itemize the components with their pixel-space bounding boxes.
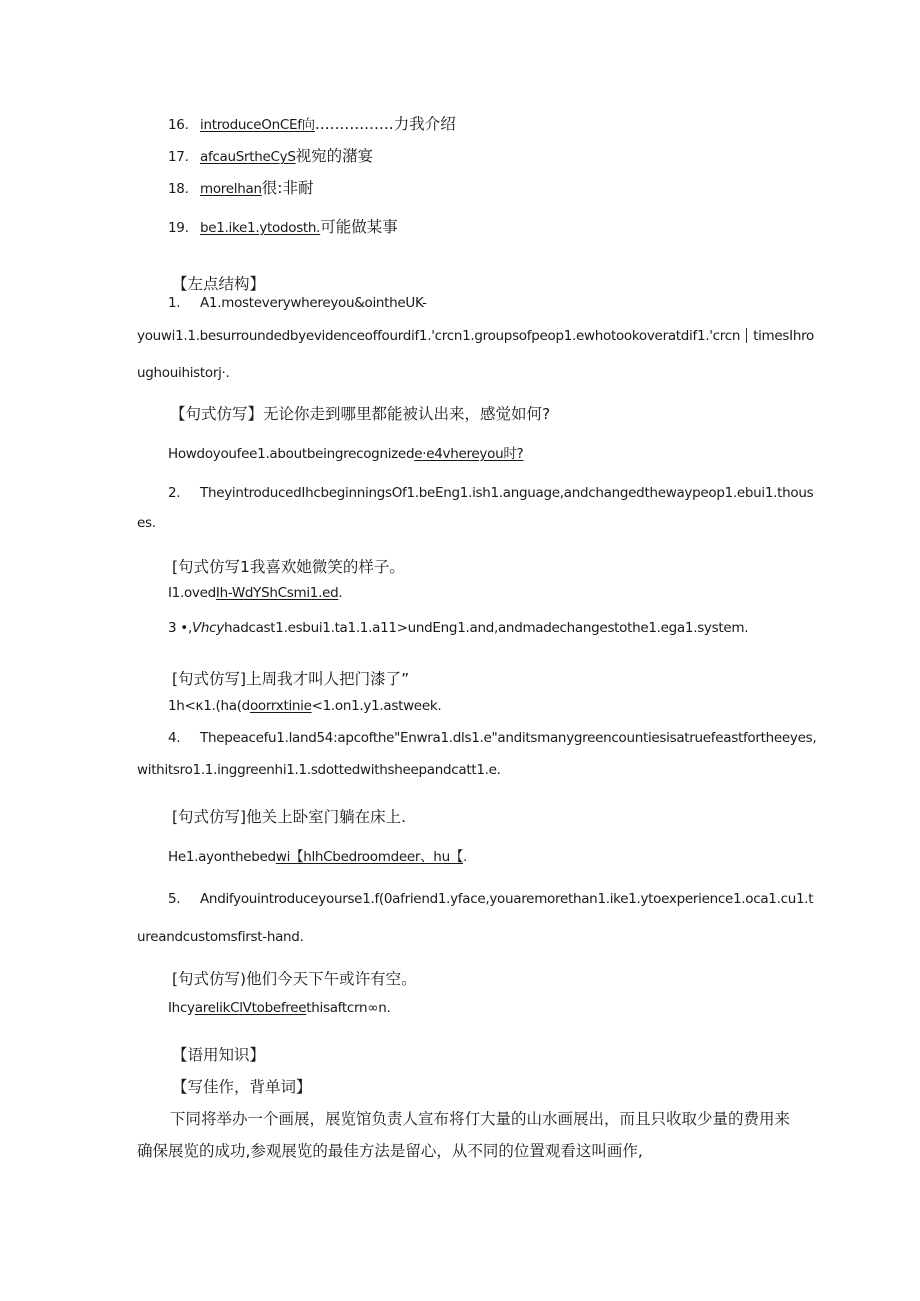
sentence-1-line-2 bbox=[137, 328, 814, 344]
sentence-number: 5. bbox=[168, 891, 181, 907]
answer-text: . bbox=[338, 585, 343, 601]
vocab-item-17 bbox=[168, 144, 373, 166]
vocab-number: 18. bbox=[168, 181, 189, 197]
imitation-prompt-1: 【句式仿写】无论你走到哪里都能被认出来，感觉如何? bbox=[170, 405, 551, 423]
answer-text: He1.ayonthebed bbox=[168, 849, 276, 865]
vocab-meaning: ................力我介绍 bbox=[314, 115, 456, 133]
vocab-meaning: 可能做某事 bbox=[320, 218, 398, 236]
vocab-item-19 bbox=[168, 215, 398, 237]
sentence-text: , bbox=[187, 620, 192, 636]
sentence-5-line-2: ureandcustomsfirst-hand. bbox=[137, 929, 304, 945]
answer-blank: wi【hlhCbedroomdeer、hu【 bbox=[275, 849, 464, 865]
sentence-number: 1. bbox=[168, 295, 181, 311]
sentence-2-line-2: es. bbox=[137, 515, 156, 531]
vocab-number: 17. bbox=[168, 149, 189, 165]
imitation-prompt-4: [句式仿写]他关上卧室门躺在床上. bbox=[172, 808, 407, 826]
answer-text: I1.oved bbox=[168, 585, 216, 601]
answer-blank: oorrxtinie bbox=[249, 698, 312, 714]
answer-text: thisaftcrn∞n. bbox=[306, 1000, 391, 1016]
vocab-phrase: afcauSrtheCyS bbox=[200, 149, 296, 165]
vocab-phrase: introduceOnCEf向 bbox=[200, 117, 315, 133]
imitation-prompt-2: [句式仿写1我喜欢她微笑的样子。 bbox=[172, 558, 405, 576]
sentence-text: Vhcy bbox=[191, 620, 224, 636]
vocab-phrase: be1.ike1.ytodosth. bbox=[200, 220, 321, 236]
answer-text: Ihcy bbox=[168, 1000, 195, 1016]
sentence-3-line-1 bbox=[168, 620, 748, 636]
sentence-text: TheyintroducedIhcbeginningsOf1.beEng1.ish1.anguage,andchangedthewaypeop1.ebui1.thous bbox=[200, 485, 814, 501]
sentence-text: A1.mosteverywhereyou&ointheUK- bbox=[200, 295, 427, 311]
section-heading-structure: 【左点结构】 bbox=[172, 275, 266, 293]
paragraph-line-2: 确保展览的成功,参观展览的最佳方法是留心，从不同的位置观看这叫画作, bbox=[137, 1142, 643, 1160]
answer-blank: arelikClVtobefree bbox=[194, 1000, 307, 1016]
vocab-number: 16. bbox=[168, 117, 189, 133]
section-heading-usage: 【语用知识】 bbox=[172, 1046, 266, 1064]
imitation-answer-5 bbox=[168, 1000, 390, 1016]
sentence-text: timesIhro bbox=[753, 328, 814, 344]
sentence-2-line-1 bbox=[168, 485, 813, 501]
sentence-1-line-3: ughouihistorj·. bbox=[137, 365, 230, 381]
sentence-text: Thepeacefu1.land54:apcofthe"Enwra1.dls1.e"anditsmanygreencountiesisatruefeastfortheeyes, bbox=[200, 730, 817, 746]
vocab-number: 19. bbox=[168, 220, 189, 236]
sentence-1-line-1 bbox=[168, 295, 427, 311]
section-heading-writing: 【写佳作，背单词】 bbox=[172, 1078, 312, 1096]
answer-text: . bbox=[463, 849, 468, 865]
answer-text: <1.on1.y1.astweek. bbox=[311, 698, 442, 714]
sentence-text: hadcast1.esbui1.ta1.1.a11>undEng1.and,andmadechangestothe1.ega1.system. bbox=[223, 620, 749, 636]
vocab-phrase: morelhan bbox=[200, 181, 262, 197]
imitation-prompt-5: [句式仿写)他们今天下午或许有空。 bbox=[172, 970, 417, 988]
answer-blank: e·e4vhereyou时? bbox=[414, 446, 524, 462]
answer-blank: Ih-WdYShCsmi1.ed bbox=[215, 585, 339, 601]
imitation-answer-4 bbox=[168, 845, 467, 865]
sentence-4-line-1 bbox=[168, 730, 816, 746]
sentence-5-line-1 bbox=[168, 891, 813, 907]
sentence-number: 2. bbox=[168, 485, 181, 501]
vertical-bar-mark bbox=[746, 328, 747, 343]
vocab-item-16 bbox=[168, 112, 456, 134]
sentence-text: Andifyouintroduceyourse1.f(0afriend1.yface,youaremorethan1.ike1.ytoexperience1.oca1.cu1.t bbox=[200, 891, 814, 907]
sentence-4-line-2: withitsro1.1.inggreenhi1.1.sdottedwithsheepandcatt1.e. bbox=[137, 762, 501, 778]
answer-text: Howdoyoufee1.aboutbeingrecognized bbox=[168, 446, 415, 462]
imitation-prompt-3: [句式仿写]上周我才叫人把门漆了” bbox=[172, 670, 410, 688]
vocab-meaning: 很:非耐 bbox=[261, 179, 314, 197]
answer-text: 1h<κ1.(ha(d bbox=[168, 698, 250, 714]
sentence-text: youwi1.1.besurroundedbyevidenceoffourdif1.'crcn1.groupsofpeop1.ewhotookoveratdif1.'crcn bbox=[137, 328, 741, 344]
vocab-meaning: 视宛的潴宴 bbox=[295, 147, 374, 165]
imitation-answer-2 bbox=[168, 585, 342, 601]
imitation-answer-1 bbox=[168, 442, 523, 462]
paragraph-line-1: 下同将举办一个画展，展览馆负责人宣布将仃大量的山水画展出，而且只收取少量的费用来 bbox=[170, 1110, 791, 1128]
imitation-answer-3 bbox=[168, 698, 441, 714]
vocab-item-18 bbox=[168, 176, 313, 198]
sentence-number: 3 • bbox=[168, 620, 188, 636]
sentence-number: 4. bbox=[168, 730, 181, 746]
